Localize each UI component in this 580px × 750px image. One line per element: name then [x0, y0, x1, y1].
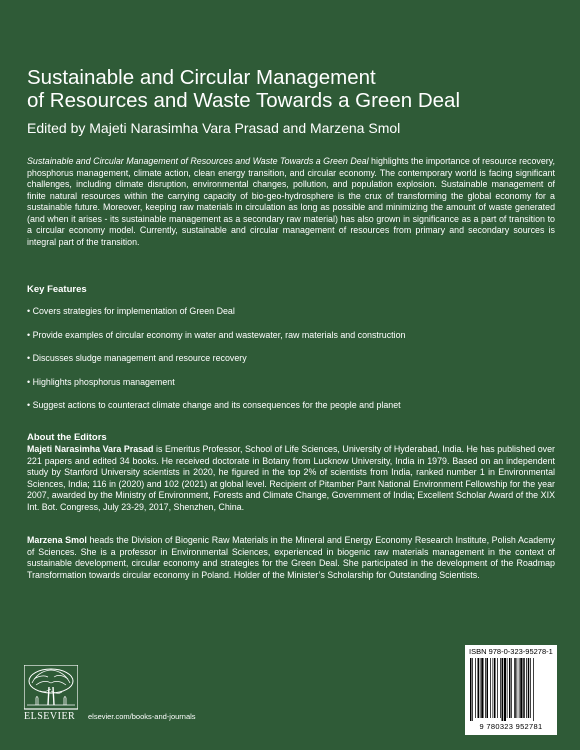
- feature-item: • Highlights phosphorus management: [27, 376, 175, 387]
- barcode-bar: [520, 658, 522, 718]
- barcode-bar: [480, 658, 481, 718]
- feature-item: • Suggest actions to counteract climate change and its consequences for the people and planet: [27, 400, 401, 410]
- key-features-heading: Key Features: [27, 284, 87, 295]
- isbn-label: ISBN 978-0-323-95278-1: [469, 647, 553, 656]
- barcode-icon: [469, 658, 553, 721]
- barcode-bar: [507, 658, 508, 718]
- barcode-bar: [523, 658, 525, 718]
- feature-item: • Provide examples of circular economy in water and wastewater, raw materials and construction: [27, 329, 406, 340]
- feature-item: • Discusses sludge management and resource recovery: [27, 353, 247, 363]
- editor-bio-prasad: [27, 444, 555, 513]
- barcode-bar: [485, 658, 486, 718]
- key-features-list: [27, 306, 557, 424]
- editors-line: Edited by Majeti Narasimha Vara Prasad and Marzena Smol: [27, 120, 401, 136]
- barcode-bar: [511, 658, 512, 718]
- barcode-bar: [517, 658, 518, 718]
- barcode-bar: [500, 658, 501, 718]
- barcode-bar: [497, 658, 498, 718]
- book-title-line-2: of Resources and Waste Towards a Green Deal: [27, 89, 460, 112]
- barcode-bar: [502, 658, 504, 721]
- editor-name-smol: Marzena Smol: [27, 535, 87, 545]
- barcode-bar: [478, 658, 480, 718]
- barcode-bar: [481, 658, 483, 718]
- book-title: [27, 66, 557, 112]
- barcode-digits: 9 780323 952781: [479, 722, 543, 731]
- intro-text: highlights the importance of resource recovery, phosphorus management, climate action, clean energy transition, and circular economy. The contemporary world is facing significant challenges, including climate disruption, environmental changes, pollution, and population explosion. Sustainable management of finite natural resources within the carrying capacity of bio-geo-hydrosphere is the crux of transforming the global economy for a sustainable future. Moreover, keeping raw materials in circulation as long as possible and minimizing the amount of waste generated (and when it arises - its sustainable management as a secondary raw material) has also grown in significance as a part of transition to a circular economy model. Currently, sustainable and circular management of resources from primary and secondary sources is integral part of the transition.: [27, 156, 555, 247]
- barcode-bar: [504, 658, 506, 721]
- barcode-bar: [526, 658, 527, 718]
- barcode-bar: [490, 658, 491, 718]
- intro-paragraph: [27, 156, 555, 248]
- editor-bio-text: heads the Division of Biogenic Raw Materials in the Mineral and Energy Economy Research Institute, Polish Academy of Sciences. She is a professor in Environmental Sciences, experienced in biogenic raw materials management in the context of sustainable development, circular economy and strategies for the Green Deal. She participated in the development of the Roadmap Transformation towards circular economy in Poland. Holder of the Minister’s Scholarship for Outstanding Scientists.: [27, 535, 555, 580]
- barcode-bar: [470, 658, 472, 721]
- isbn-barcode-box: [465, 645, 557, 735]
- barcode-bar: [493, 658, 494, 718]
- barcode-bar: [472, 658, 473, 721]
- barcode-bar: [528, 658, 530, 718]
- barcode-bar: [519, 658, 520, 718]
- barcode-bar: [494, 658, 496, 718]
- editor-name-prasad: Majeti Narasimha Vara Prasad: [27, 444, 154, 454]
- about-editors-heading: About the Editors: [27, 432, 107, 443]
- barcode-bar: [533, 658, 534, 721]
- publisher-name: ELSEVIER: [24, 711, 76, 722]
- barcode-bar: [514, 658, 516, 718]
- editor-bio-smol: [27, 535, 555, 581]
- barcode-bar: [487, 658, 489, 718]
- editor-bio-text: is Emeritus Professor, School of Life Sciences, University of Hyderabad, India. He has published over 221 papers and edited 34 books. He received doctorate in Botany from Lucknow University, India in 1979. Based on an independent study by Stanford University scientists in 2020, he figured in the top 2% of scientists from India, ranked number 1 in Environmental Sciences, India; 116 in (2020) and 102 (2021) at global level. Recipient of Pitamber Pant National Environment Fellowship for the year 2007, awarded by the Ministry of Environment, Forests and Climate Change, Government of India; Excellent Scholar Award of the XIX Int. Bot. Congress, July 23-29, 2017, Shenzhen, China.: [27, 444, 555, 512]
- book-title-line-1: Sustainable and Circular Management: [27, 66, 376, 89]
- barcode-bar: [530, 658, 531, 718]
- feature-item: • Covers strategies for implementation of Green Deal: [27, 306, 235, 316]
- barcode-bar: [509, 658, 511, 718]
- publisher-website: elsevier.com/books-and-journals: [88, 712, 196, 721]
- intro-lead-title: Sustainable and Circular Management of Resources and Waste Towards a Green Deal: [27, 156, 369, 166]
- elsevier-tree-logo-icon: [24, 665, 78, 733]
- barcode-bar: [475, 658, 476, 718]
